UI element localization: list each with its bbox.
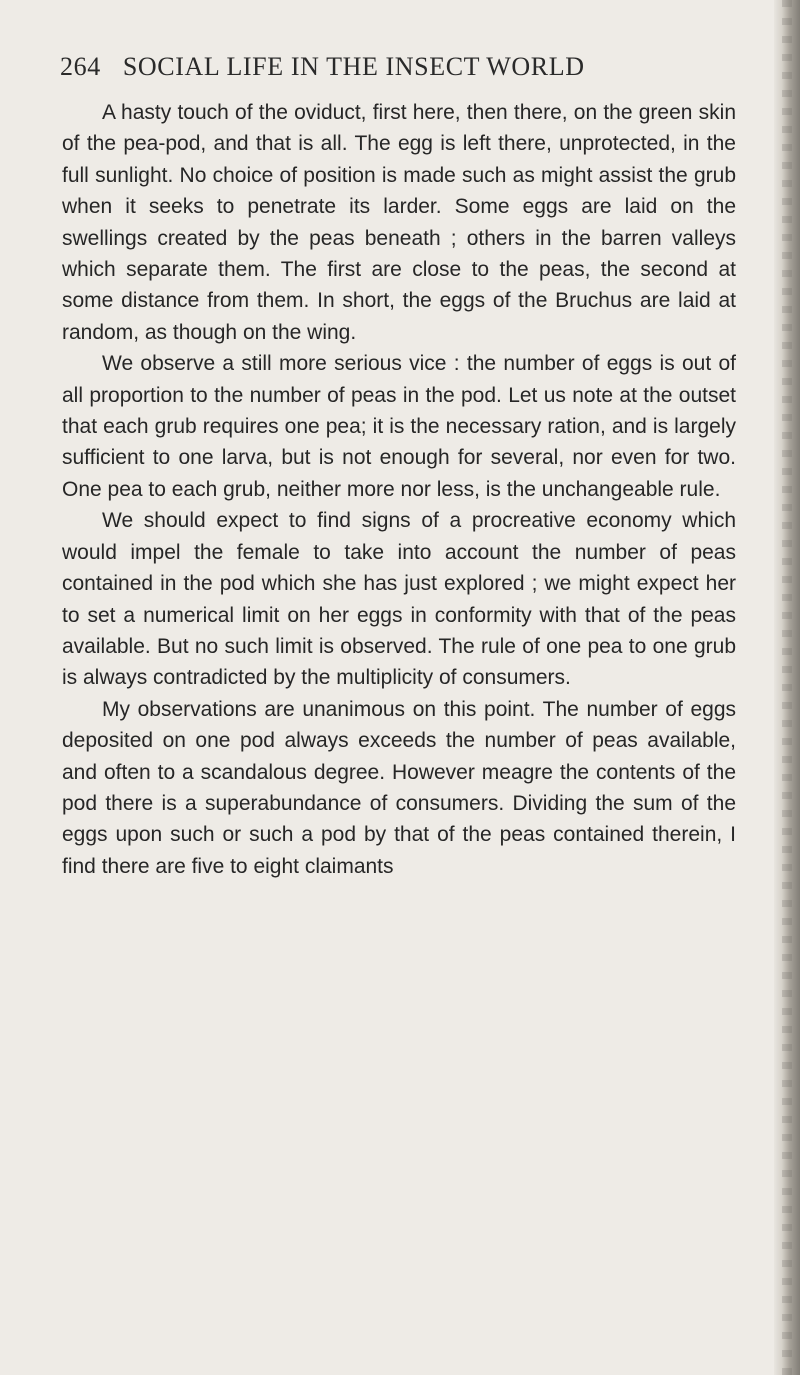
paragraph: We should expect to find signs of a procreative economy which would impel the female to take into account the number of peas contained in the pod which she has just explored ; we might expect her to set a numerical limit on her eggs in conformity with that of the peas available. But no such limit is observed. The rule of one pea to one grub is always contradicted by the multiplicity of consumers. <box>62 509 736 690</box>
running-title: SOCIAL LIFE IN THE INSECT WORLD <box>122 52 585 81</box>
paragraph: A hasty touch of the oviduct, first here, then there, on the green skin of the pea-pod, and that is all. The egg is left there, unprotected, in the full sunlight. No choice of position is made such as might assist the grub when it seeks to penetrate its larder. Some eggs are laid on the swellings created by the peas beneath ; others in the barren valleys which separate them. The first are close to the peas, the second at some distance from them. In short, the eggs of the Bruchus are laid at random, as though on the wing. <box>62 101 736 344</box>
page-binding-edge <box>774 0 800 1375</box>
running-head <box>60 52 760 92</box>
paragraph: We observe a still more serious vice : the number of eggs is out of all proportion to the number of peas in the pod. Let us note at the outset that each grub requires one pea; it is the necessary ration, and is largely sufficient to one larva, but is not enough for several, nor even for two. One pea to each grub, neither more nor less, is the unchangeable rule. <box>62 352 736 501</box>
body-text <box>62 97 736 882</box>
page-number: 264 <box>60 52 101 81</box>
paragraph: My observations are unanimous on this point. The number of eggs deposited on one pod always exceeds the number of peas available, and often to a scandalous degree. However meagre the contents of the pod there is a superabundance of consumers. Dividing the sum of the eggs upon such or such a pod by that of the peas contained therein, I find there are five to eight claimants <box>62 697 736 878</box>
